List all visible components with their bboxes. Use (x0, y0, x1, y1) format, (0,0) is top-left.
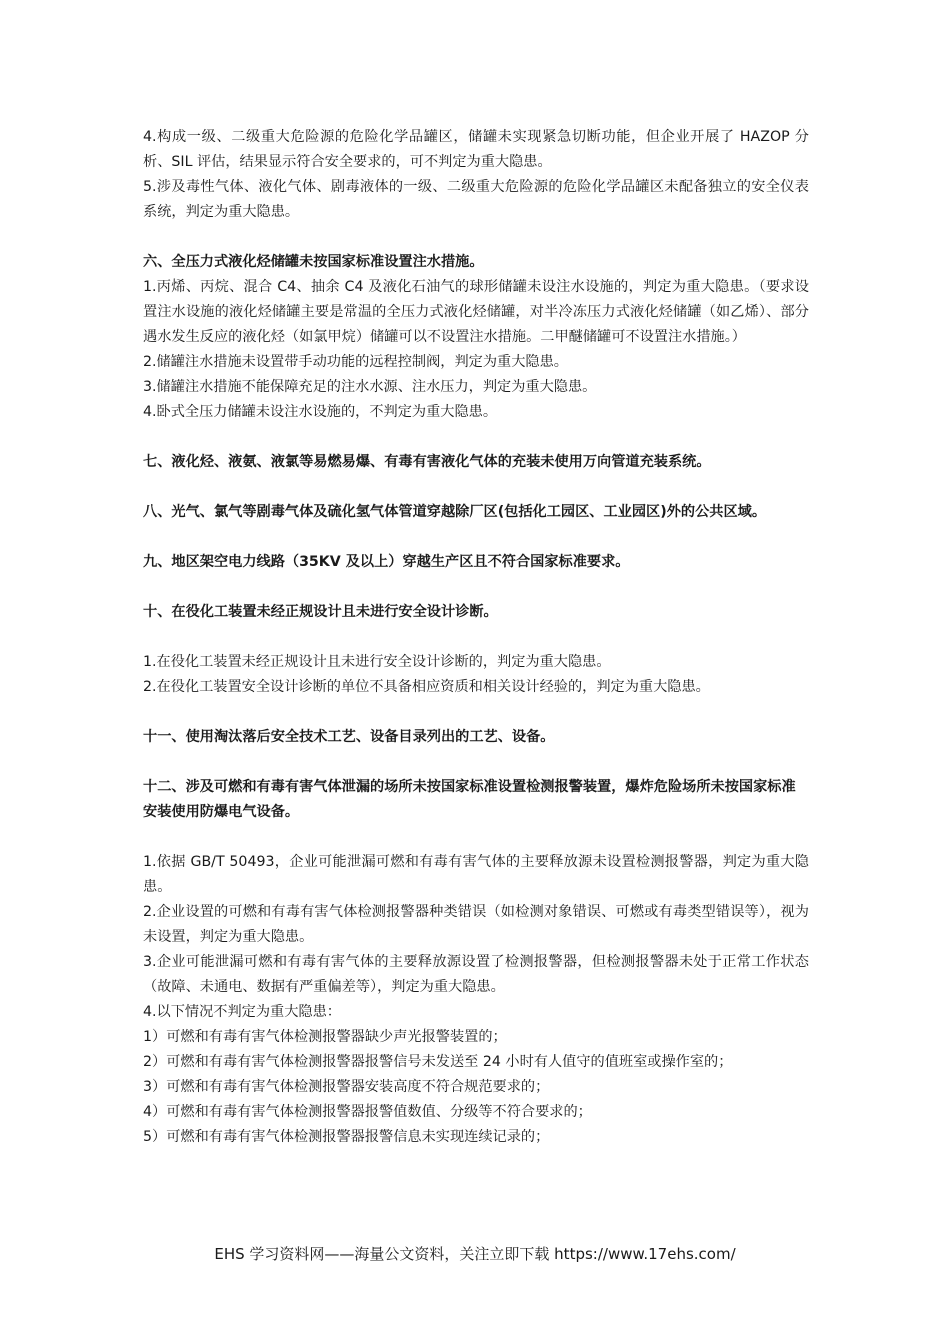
section-heading: 十二、涉及可燃和有毒有害气体泄漏的场所未按国家标准设置检测报警装置，爆炸危险场所未按国家标准安装使用防爆电气设备。 (143, 779, 796, 820)
paragraph: 3）可燃和有毒有害气体检测报警器安装高度不符合规范要求的； (143, 1079, 550, 1095)
section-heading: 七、液化烃、液氨、液氯等易燃易爆、有毒有害液化气体的充装未使用万向管道充装系统。 (143, 454, 711, 470)
section-heading: 九、地区架空电力线路（35KV 及以上）穿越生产区且不符合国家标准要求。 (143, 554, 630, 570)
paragraph: 4）可燃和有毒有害气体检测报警器报警值数值、分级等不符合要求的； (143, 1104, 592, 1120)
page-footer: EHS 学习资料网——海量公文资料，关注立即下载 https://www.17ehs.com/ (214, 1245, 736, 1263)
section-heading: 十、在役化工装置未经正规设计且未进行安全设计诊断。 (143, 604, 498, 620)
paragraph: 1.依据 GB/T 50493，企业可能泄漏可燃和有毒有害气体的主要释放源未设置检测报警器，判定为重大隐患。 (143, 854, 809, 895)
paragraph: 4.以下情况不判定为重大隐患： (143, 1004, 341, 1020)
paragraph: 2.企业设置的可燃和有毒有害气体检测报警器种类错误（如检测对象错误、可燃或有毒类型错误等），视为未设置，判定为重大隐患。 (143, 904, 809, 945)
paragraph: 2.储罐注水措施未设置带手动功能的远程控制阀，判定为重大隐患。 (143, 354, 568, 370)
paragraph: 4.构成一级、二级重大危险源的危险化学品罐区，储罐未实现紧急切断功能，但企业开展了 HAZOP 分析、SIL 评估，结果显示符合安全要求的，可不判定为重大隐患。 (143, 129, 809, 170)
paragraph: 3.企业可能泄漏可燃和有毒有害气体的主要释放源设置了检测报警器，但检测报警器未处于正常工作状态（故障、未通电、数据有严重偏差等），判定为重大隐患。 (143, 954, 809, 995)
paragraph: 1.在役化工装置未经正规设计且未进行安全设计诊断的，判定为重大隐患。 (143, 654, 611, 670)
paragraph: 5）可燃和有毒有害气体检测报警器报警信息未实现连续记录的； (143, 1129, 550, 1145)
paragraph: 4.卧式全压力储罐未设注水设施的，不判定为重大隐患。 (143, 404, 498, 420)
section-heading: 六、全压力式液化烃储罐未按国家标准设置注水措施。 (143, 254, 484, 270)
paragraph: 5.涉及毒性气体、液化气体、剧毒液体的一级、二级重大危险源的危险化学品罐区未配备独立的安全仪表系统，判定为重大隐患。 (143, 179, 809, 220)
document-body (143, 125, 809, 1150)
section-heading: 八、光气、氯气等剧毒气体及硫化氢气体管道穿越除厂区(包括化工园区、工业园区)外的公共区域。 (143, 504, 767, 520)
paragraph: 2.在役化工装置安全设计诊断的单位不具备相应资质和相关设计经验的，判定为重大隐患。 (143, 679, 710, 695)
paragraph: 1.丙烯、丙烷、混合 C4、抽余 C4 及液化石油气的球形储罐未设注水设施的，判定为重大隐患。（要求设置注水设施的液化烃储罐主要是常温的全压力式液化烃储罐，对半冷冻压力式液化烃储罐（如乙烯）、部分遇水发生反应的液化烃（如氯甲烷）储罐可以不设置注水措施。二甲醚储罐可不设置注水措施。） (143, 279, 809, 345)
section-heading: 十一、使用淘汰落后安全技术工艺、设备目录列出的工艺、设备。 (143, 729, 555, 745)
paragraph: 2）可燃和有毒有害气体检测报警器报警信号未发送至 24 小时有人值守的值班室或操作室的； (143, 1054, 733, 1070)
paragraph: 3.储罐注水措施不能保障充足的注水水源、注水压力，判定为重大隐患。 (143, 379, 597, 395)
paragraph: 1）可燃和有毒有害气体检测报警器缺少声光报警装置的； (143, 1029, 507, 1045)
